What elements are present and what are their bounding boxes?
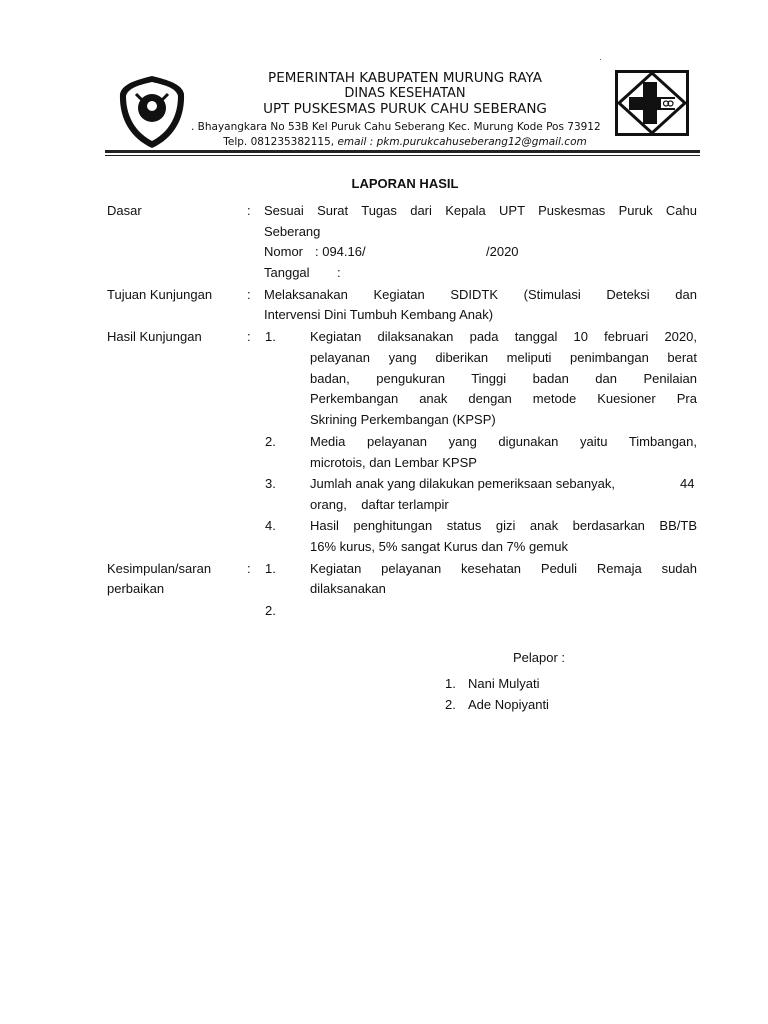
pelapor-number: 2. [445,697,456,712]
pelapor-name: Ade Nopiyanti [468,697,549,712]
hasil-item-1-line: Skrining Perkembangan (KPSP) [310,412,496,427]
letterhead-government: PEMERINTAH KABUPATEN MURUNG RAYA [268,70,542,86]
hasil-item-2-line: microtois, dan Lembar KPSP [310,455,477,470]
tujuan-label: Tujuan Kunjungan [107,287,213,302]
nomor-year: /2020 [486,244,519,259]
kesimpulan-item-number: 2. [265,603,276,618]
letterhead-unit: UPT PUSKESMAS PURUK CAHU SEBERANG [263,101,547,117]
tujuan-line-2: Intervensi Dini Tumbuh Kembang Anak) [264,307,494,322]
email-address: email : pkm.purukcahuseberang12@gmail.com [337,136,587,148]
kesimpulan-colon: : [247,561,251,576]
hasil-item-1-line: Kegiatan dilaksanakan pada tanggal 10 februari 2020, [310,329,697,344]
hasil-item-3-line: orang, daftar terlampir [310,497,449,512]
hasil-item-2-line: Media pelayanan yang digunakan yaitu Timbangan, [310,434,697,449]
dasar-colon: : [247,203,251,218]
hasil-item-number: 4. [265,518,276,533]
hasil-item-4-line: 16% kurus, 5% sangat Kurus dan 7% gemuk [310,539,568,554]
hasil-item-1-line: pelayanan yang diberikan meliputi penimbangan berat [310,350,697,365]
tanggal-label: Tanggal [264,265,310,280]
hasil-item-1-line: badan, pengukuran Tinggi badan dan Penilaian [310,371,697,386]
phone-number: Telp. 081235382115, [223,136,335,148]
dasar-line-2: Seberang [264,224,321,239]
nomor-value: : 094.16/ [315,244,366,259]
kesimpulan-label-2: perbaikan [107,581,165,596]
letterhead-agency: DINAS KESEHATAN [344,86,466,101]
dasar-label: Dasar [107,203,142,218]
hasil-label: Hasil Kunjungan [107,329,202,344]
kesimpulan-item-1-line: dilaksanakan [310,581,386,596]
pelapor-number: 1. [445,676,456,691]
tujuan-colon: : [247,287,251,302]
letterhead-address: . Bhayangkara No 53B Kel Puruk Cahu Seberang Kec. Murung Kode Pos 73912 [191,121,601,133]
nomor-label: Nomor [264,244,304,259]
hasil-item-number: 3. [265,476,276,491]
kesimpulan-item-1-line: Kegiatan pelayanan kesehatan Peduli Remaja sudah [310,561,697,576]
hasil-item-4-line: Hasil penghitungan status gizi anak berdasarkan BB/TB [310,518,697,533]
hasil-item-1-line: Perkembangan anak dengan metode Kuesioner Pra [310,391,697,406]
kesimpulan-label: Kesimpulan/saran [107,561,212,576]
kesimpulan-item-number: 1. [265,561,276,576]
puskesmas-cross-icon [615,70,689,136]
pelapor-name: Nani Mulyati [468,676,540,691]
tanggal-value: : [337,265,341,280]
pelapor-label: Pelapor : [513,650,566,665]
hasil-item-number: 1. [265,329,276,344]
letterhead-rule-thick [105,150,700,153]
dasar-line-1: Sesuai Surat Tugas dari Kepala UPT Puskesmas Puruk Cahu [264,203,697,218]
tujuan-line-1: Melaksanakan Kegiatan SDIDTK (Stimulasi Deteksi dan [264,287,697,302]
report-title: LAPORAN HASIL [351,176,459,191]
hasil-item-number: 2. [265,434,276,449]
hasil-item-3-line: Jumlah anak yang dilakukan pemeriksaan sebanyak, [310,476,615,491]
letterhead-rule-thin [105,155,700,156]
stray-dot: · [599,55,602,64]
hasil-child-count: 44 [680,476,695,491]
hasil-colon: : [247,329,251,344]
letterhead-contact [0,136,768,148]
